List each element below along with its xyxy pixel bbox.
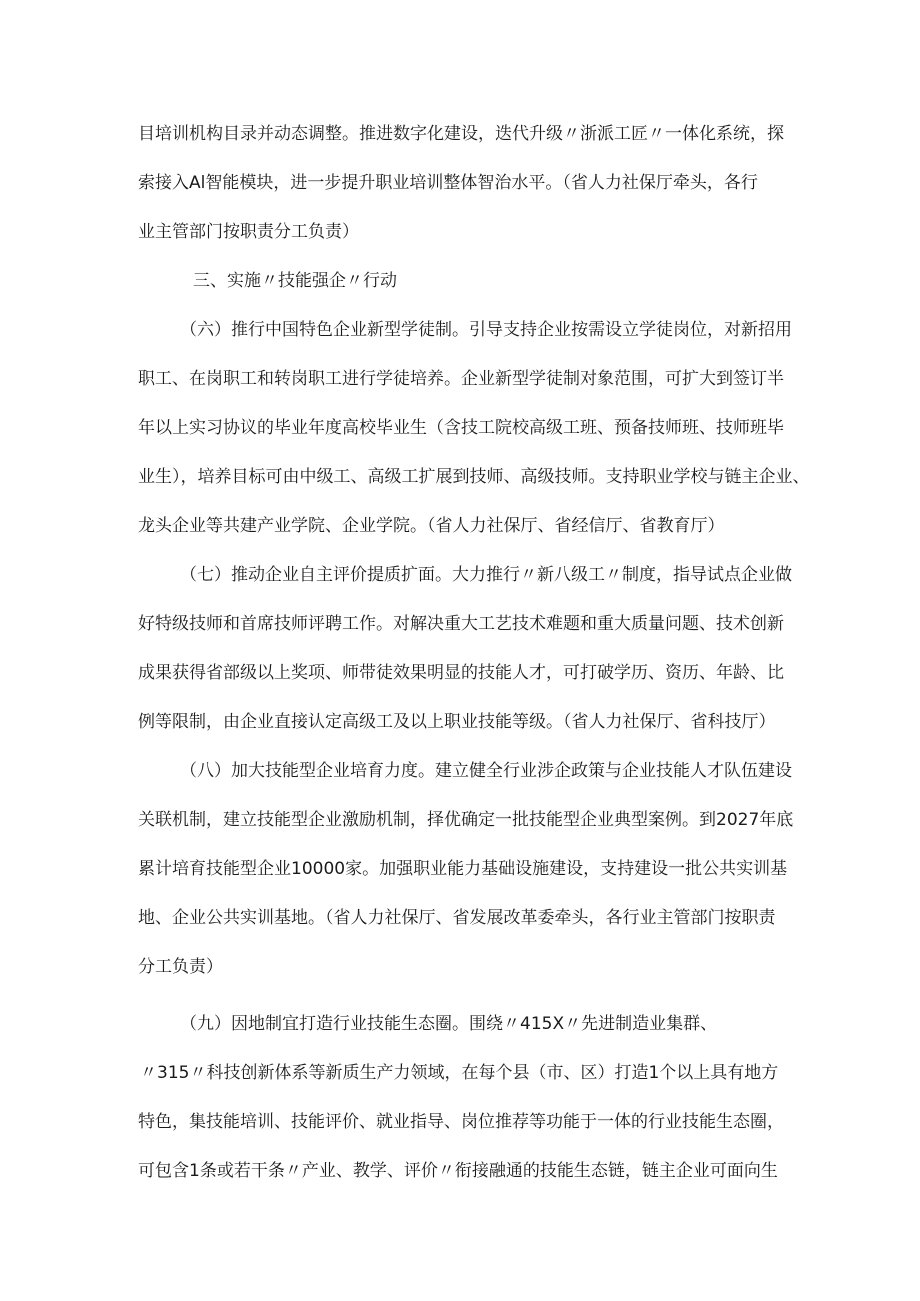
paragraph-start-line: （六）推行中国特色企业新型学徒制。引导支持企业按需设立学徒岗位，对新招用: [180, 320, 792, 340]
text-line: 年以上实习协议的毕业年度高校毕业生（含技工院校高级工班、预备技师班、技师班毕: [138, 418, 784, 438]
paragraph-start-line: （七）推动企业自主评价提质扩面。大力推行〃新八级工〃制度，指导试点企业做: [180, 565, 792, 585]
section-heading: 三、实施〃技能强企〃行动: [193, 271, 397, 291]
text-line: 龙头企业等共建产业学院、企业学院。（省人力社保厅、省经信厅、省教育厅）: [138, 516, 725, 536]
text-line: 成果获得省部级以上奖项、师带徒效果明显的技能人才，可打破学历、资历、年龄、比: [138, 663, 784, 683]
text-line: 索接入Al智能模块，进一步提升职业培训整体智治水平。（省人力社保厅牵头，各行: [138, 173, 758, 193]
text-line: 关联机制，建立技能型企业激励机制，择优确定一批技能型企业典型案例。到2027年底: [138, 810, 794, 830]
text-line: 地、企业公共实训基地。（省人力社保厅、省发展改革委牵头，各行业主管部门按职责: [138, 908, 776, 928]
text-line: 目培训机构目录并动态调整。推进数字化建设，迭代升级〃浙派工匠〃一体化系统，探: [138, 124, 784, 144]
text-line: 业主管部门按职责分工负责）: [138, 222, 359, 242]
text-line: 可包含1条或若干条〃产业、教学、评价〃衔接融通的技能生态链，链主企业可面向生: [138, 1161, 778, 1181]
paragraph-start-line: （九）因地制宜打造行业技能生态圈。围绕〃415X〃先进制造业集群、: [180, 1014, 718, 1034]
text-line: 特色，集技能培训、技能评价、就业指导、岗位推荐等功能于一体的行业技能生态圈，: [138, 1112, 784, 1132]
paragraph-start-line: （八）加大技能型企业培育力度。建立健全行业涉企政策与企业技能人才队伍建设: [180, 761, 792, 781]
text-line: 业生），培养目标可由中级工、高级工扩展到技师、高级技师。支持职业学校与链主企业、: [138, 467, 810, 487]
text-line: 好特级技师和首席技师评聘工作。对解决重大工艺技术难题和重大质量问题、技术创新: [138, 614, 784, 634]
text-line: 累计培育技能型企业10000家。加强职业能力基础设施建设，支持建设一批公共实训基: [138, 859, 788, 879]
text-line: 例等限制，由企业直接认定高级工及以上职业技能等级。（省人力社保厅、省科技厅）: [138, 712, 776, 732]
text-line: 〃315〃科技创新体系等新质生产力领域，在每个县（市、区）打造1个以上具有地方: [140, 1063, 779, 1083]
text-line: 分工负责）: [138, 957, 223, 977]
text-line: 职工、在岗职工和转岗职工进行学徒培养。企业新型学徒制对象范围，可扩大到签订半: [138, 369, 784, 389]
